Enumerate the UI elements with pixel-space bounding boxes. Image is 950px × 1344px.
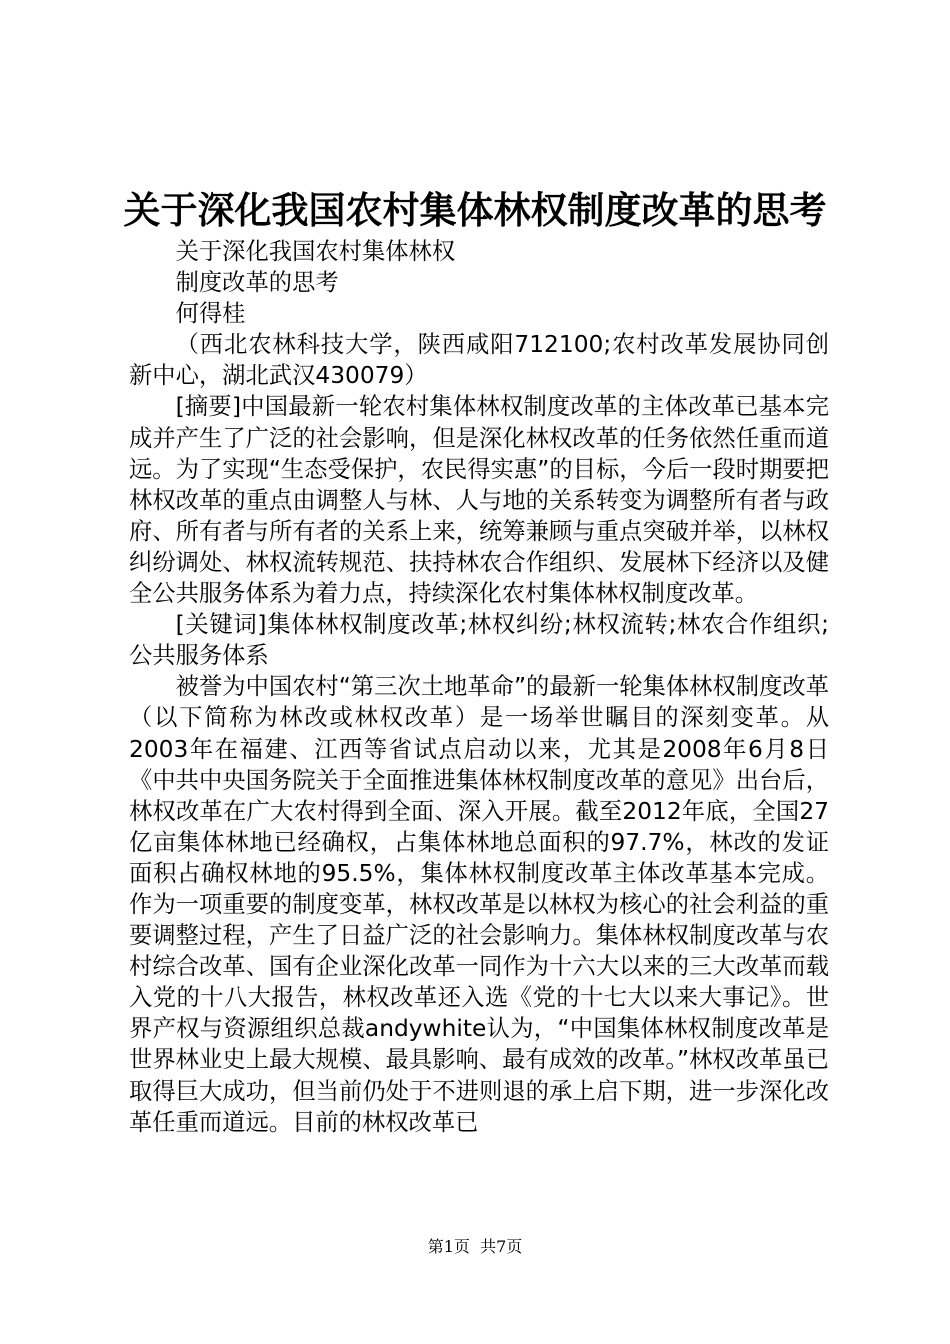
page-number: 第1页: [427, 1237, 470, 1256]
abstract-paragraph: [摘要]中国最新一轮农村集体林权制度改革的主体改革已基本完成并产生了广泛的社会影响，但是深化林权改革的任务依然任重而道远。为了实现“生态受保护，农民得实惠”的目标，今后一段时期要把林权改革的重点由调整人与林、人与地的关系转变为调整所有者与政府、所有者与所有者的关系上来，统筹兼顾与重点突破并举，以林权纠纷调处、林权流转规范、扶持林农合作组织、发展林下经济以及健全公共服务体系为着力点，持续深化农村集体林权制度改革。: [129, 393, 829, 608]
subtitle-line-1: 关于深化我国农村集体林权: [175, 238, 456, 265]
author-name: 何得桂: [175, 300, 246, 328]
keywords-paragraph: [关键词]集体林权制度改革;林权纠纷;林权流转;林农合作组织;公共服务体系: [129, 611, 829, 670]
document-title: 关于深化我国农村集体林权制度改革的思考: [123, 188, 827, 232]
subtitle-line-2: 制度改革的思考: [175, 269, 339, 297]
page-footer: [0, 1236, 950, 1258]
body-paragraph: 被誉为中国农村“第三次土地革命”的最新一轮集体林权制度改革（以下简称为林改或林权改革）是一场举世瞩目的深刻变革。从2003年在福建、江西等省试点启动以来，尤其是2008年6月8日《中共中央国务院关于全面推进集体林权制度改革的意见》出台后，林权改革在广大农村得到全面、深入开展。截至2012年底，全国27亿亩集体林地已经确权，占集体林地总面积的97.7%，林改的发证面积占确权林地的95.5%，集体林权制度改革主体改革基本完成。作为一项重要的制度变革，林权改革是以林权为核心的社会利益的重要调整过程，产生了日益广泛的社会影响力。集体林权制度改革与农村综合改革、国有企业深化改革一同作为十六大以来的三大改革而载入党的十八大报告，林权改革还入选《党的十七大以来大事记》。世界产权与资源组织总裁andywhite认为，“中国集体林权制度改革是世界林业史上最大规模、最具影响、最有成效的改革。”林权改革虽已取得巨大成功，但当前仍处于不进则退的承上启下期，进一步深化改革任重而道远。目前的林权改革已: [129, 673, 829, 1136]
page-total: 共7页: [480, 1237, 523, 1256]
document-body: [129, 236, 829, 1138]
author-affiliation: （西北农林科技大学，陕西咸阳712100;农村改革发展协同创新中心，湖北武汉430079）: [129, 331, 829, 390]
